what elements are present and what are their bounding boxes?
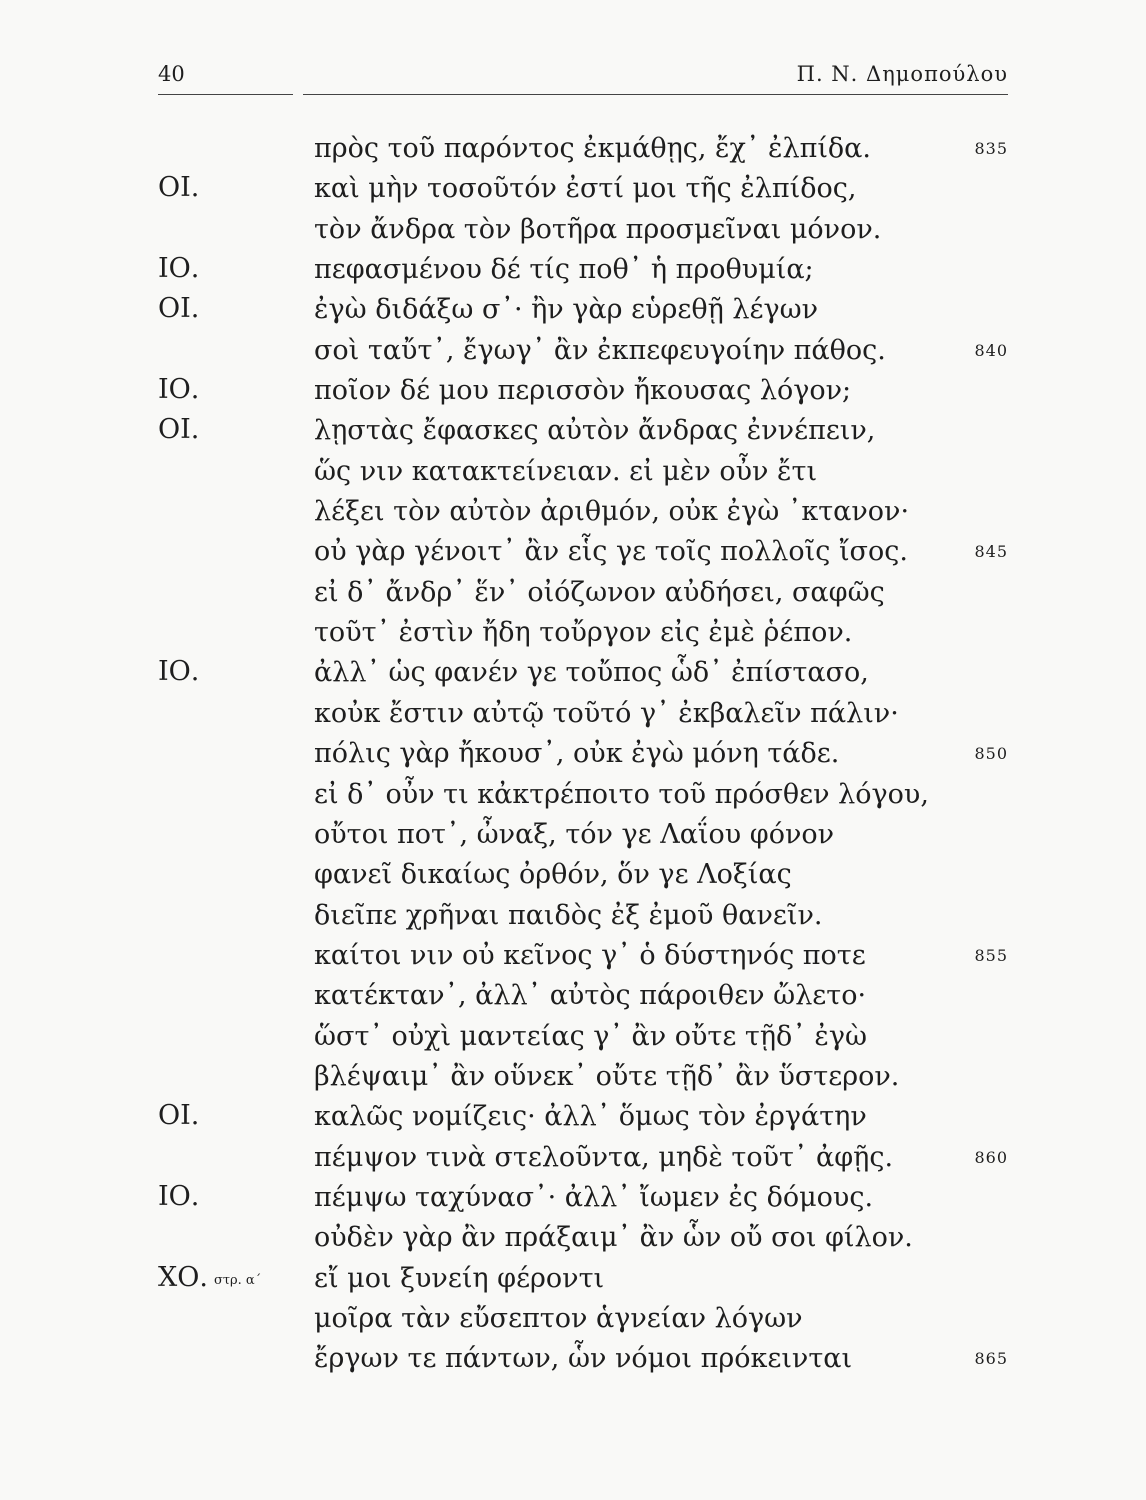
verse-line <box>158 1056 1008 1096</box>
verse-text: οὔτοι ποτ᾽, ὦναξ, τόν γε Λαΐου φόνον <box>314 818 835 850</box>
verse-line <box>158 491 1008 531</box>
verse-line <box>158 410 1008 450</box>
verse-text: τοῦτ᾽ ἐστὶν ἤδη τοὔργον εἰς ἐμὲ ῥέπον. <box>314 617 853 649</box>
speaker-label <box>158 656 199 687</box>
verse-text: εἰ δ᾽ ἄνδρ᾽ ἕν᾽ οἰόζωνον αὐδήσει, σαφῶς <box>314 576 885 608</box>
speaker-name: ΧΟ. <box>158 1261 208 1293</box>
verse-line <box>158 1016 1008 1056</box>
header-rule-left <box>158 94 293 95</box>
verse-line <box>158 975 1008 1015</box>
speaker-label <box>158 374 199 405</box>
verse-line <box>158 1338 1008 1378</box>
running-head: Π. Ν. Δημοπούλου <box>796 62 1008 86</box>
verse-line <box>158 935 1008 975</box>
verse-line <box>158 531 1008 571</box>
verse-text: οὐ γὰρ γένοιτ᾽ ἂν εἷς γε τοῖς πολλοῖς ἴσος. <box>314 536 908 568</box>
verse-text: κατέκταν᾽, ἀλλ᾽ αὐτὸς πάροιθεν ὤλετο· <box>314 980 867 1012</box>
page-header <box>158 56 1008 96</box>
verse-text: φανεῖ δικαίως ὀρθόν, ὅν γε Λοξίας <box>314 859 792 891</box>
verse-line <box>158 1298 1008 1338</box>
line-number: 835 <box>974 139 1008 158</box>
speaker-name: ΙΟ. <box>158 253 200 285</box>
verse-line <box>158 652 1008 692</box>
verse-line <box>158 209 1008 249</box>
verse-line <box>158 895 1008 935</box>
speaker-name: ΙΟ. <box>158 1180 200 1212</box>
verse-text: οὐδὲν γὰρ ἂν πράξαιμ᾽ ἂν ὧν οὔ σοι φίλον. <box>314 1222 913 1254</box>
verse-text: πέμψον τινὰ στελοῦντα, μηδὲ τοῦτ᾽ ἀφῇς. <box>314 1141 894 1173</box>
verse-line <box>158 693 1008 733</box>
verse-text: μοῖρα τὰν εὔσεπτον ἁγνείαν λόγων <box>314 1302 803 1334</box>
verse-text: τὸν ἄνδρα τὸν βοτῆρα προσμεῖναι μόνον. <box>314 213 882 245</box>
verse-text: ἀλλ᾽ ὡς φανέν γε τοὔπος ὧδ᾽ ἐπίστασο, <box>314 657 869 689</box>
verse-text: ποῖον δέ μου περισσὸν ἤκουσας λόγον; <box>314 375 852 407</box>
verse-text: καὶ μὴν τοσοῦτόν ἐστί μοι τῆς ἐλπίδος, <box>314 173 857 205</box>
verse-text: πεφασμένου δέ τίς ποθ᾽ ἡ προθυμία; <box>314 254 814 286</box>
verse-text: πρὸς τοῦ παρόντος ἐκμάθῃς, ἔχ᾽ ἐλπίδα. <box>314 133 871 164</box>
line-number: 840 <box>974 340 1008 360</box>
verse-line <box>158 370 1008 410</box>
page-number: 40 <box>158 62 185 86</box>
verse-text: ὥστ᾽ οὐχὶ μαντείας γ᾽ ἂν οὔτε τῇδ᾽ ἐγὼ <box>314 1020 868 1052</box>
verse-text: σοὶ ταὔτ᾽, ἔγωγ᾽ ἂν ἐκπεφευγοίην πάθος. <box>314 334 886 366</box>
speaker-name: ΟΙ. <box>158 172 200 204</box>
line-number: 860 <box>974 1147 1008 1167</box>
verse-line <box>158 612 1008 652</box>
verse-text: ἔργων τε πάντων, ὧν νόμοι πρόκεινται <box>314 1343 853 1375</box>
speaker-label <box>158 1262 261 1293</box>
verse-line <box>158 1217 1008 1257</box>
verse-line <box>158 128 1008 168</box>
speaker-label <box>158 253 199 284</box>
verse-line <box>158 249 1008 289</box>
verse-block <box>158 128 1008 1379</box>
speaker-name: ΙΟ. <box>158 656 200 688</box>
verse-text: λέξει τὸν αὐτὸν ἀριθμόν, οὐκ ἐγὼ ᾽κτανον· <box>314 496 910 528</box>
verse-text: εἰ δ᾽ οὖν τι κἀκτρέποιτο τοῦ πρόσθεν λόγου, <box>314 778 929 810</box>
line-number: 855 <box>974 945 1008 965</box>
line-number: 865 <box>974 1349 1008 1369</box>
verse-text: ὥς νιν κατακτείνειαν. εἰ μὲν οὖν ἔτι <box>314 455 818 487</box>
speaker-label <box>158 414 199 445</box>
verse-text: διεῖπε χρῆναι παιδὸς ἐξ ἐμοῦ θανεῖν. <box>314 899 823 931</box>
verse-text: πόλις γὰρ ἤκουσ᾽, οὐκ ἐγὼ μόνη τάδε. <box>314 738 840 770</box>
verse-line <box>158 854 1008 894</box>
verse-line <box>158 289 1008 329</box>
line-number: 850 <box>974 744 1008 764</box>
verse-line <box>158 1177 1008 1217</box>
header-rule-right <box>303 94 1008 95</box>
verse-line <box>158 814 1008 854</box>
verse-text: λῃστὰς ἔφασκες αὐτὸν ἄνδρας ἐννέπειν, <box>314 415 876 447</box>
verse-text: καίτοι νιν οὐ κεῖνος γ᾽ ὁ δύστηνός ποτε <box>314 939 866 971</box>
verse-text: εἴ μοι ξυνείη φέροντι <box>314 1262 605 1294</box>
verse-line <box>158 168 1008 208</box>
verse-line <box>158 774 1008 814</box>
line-number: 845 <box>974 542 1008 562</box>
speaker-name: ΟΙ. <box>158 1100 200 1132</box>
verse-text: βλέψαιμ᾽ ἂν οὕνεκ᾽ οὔτε τῇδ᾽ ἂν ὕστερον. <box>314 1060 900 1092</box>
verse-line <box>158 733 1008 773</box>
speaker-name: ΙΟ. <box>158 374 200 406</box>
speaker-label <box>158 172 199 203</box>
verse-line <box>158 330 1008 370</box>
verse-text: πέμψω ταχύνασ᾽· ἀλλ᾽ ἴωμεν ἐς δόμους. <box>314 1181 874 1213</box>
verse-line <box>158 1137 1008 1177</box>
verse-text: κοὐκ ἔστιν αὐτῷ τοῦτό γ᾽ ἐκβαλεῖν πάλιν· <box>314 697 899 729</box>
speaker-label <box>158 1181 199 1212</box>
verse-text: ἐγὼ διδάξω σ᾽· ἢν γὰρ εὑρεθῇ λέγων <box>314 294 819 326</box>
verse-line <box>158 1096 1008 1136</box>
speaker-name: ΟΙ. <box>158 414 200 446</box>
speaker-label <box>158 1100 199 1131</box>
speaker-name: ΟΙ. <box>158 293 200 325</box>
verse-text: καλῶς νομίζεις· ἀλλ᾽ ὅμως τὸν ἐργάτην <box>314 1101 867 1133</box>
speaker-label <box>158 293 199 324</box>
verse-line <box>158 572 1008 612</box>
verse-line <box>158 1258 1008 1298</box>
verse-line <box>158 451 1008 491</box>
strophe-note: στρ. α´ <box>213 1272 262 1288</box>
